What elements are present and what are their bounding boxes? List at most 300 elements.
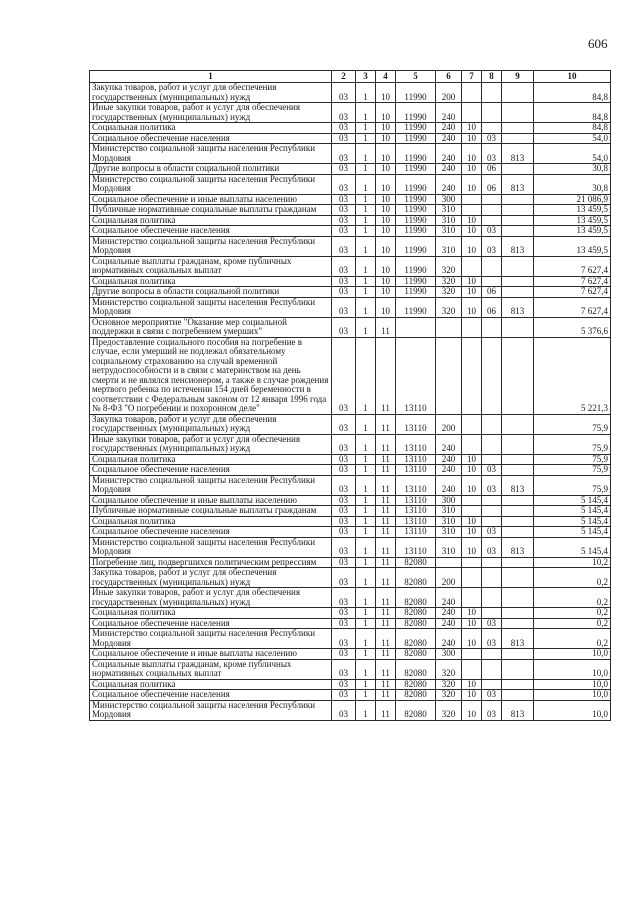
row-subsection-cell: 03 [482,144,502,164]
row-direction-cell: 13110 [396,475,436,495]
row-expense-type-cell: 240 [436,434,462,454]
row-ministry-cell [502,608,534,619]
row-program-cell: 1 [356,194,376,205]
page-number: 606 [588,36,608,51]
table-row [90,276,611,287]
row-section-cell [462,659,482,679]
table-row [90,608,611,619]
row-expense-type-cell: 310 [436,205,462,216]
row-program-cell: 1 [356,317,376,337]
row-section-cell [462,205,482,216]
row-ministry-cell [502,454,534,465]
row-ministry-cell: 813 [502,537,534,557]
row-name-cell: Закупка товаров, работ и услуг для обеспечения государственных (муниципальных) нужд [90,568,332,588]
row-amount-cell: 84,8 [534,103,611,123]
row-subprogram-cell: 10 [376,103,396,123]
row-subprogram-cell: 11 [376,337,396,414]
row-amount-cell: 54,0 [534,144,611,164]
row-subsection-cell [482,194,502,205]
row-expense-type-cell: 240 [436,164,462,175]
row-direction-cell: 13110 [396,454,436,465]
row-section-cell [462,414,482,434]
row-subsection-cell [482,506,502,517]
table-row [90,527,611,538]
row-grbs-cell: 03 [332,649,356,660]
row-subsection-cell [482,568,502,588]
table-row [90,506,611,517]
row-direction-cell: 13110 [396,337,436,414]
row-grbs-cell: 03 [332,337,356,414]
row-amount-cell: 7 627,4 [534,297,611,317]
row-subprogram-cell: 11 [376,588,396,608]
row-ministry-cell [502,133,534,144]
row-section-cell: 10 [462,516,482,527]
row-subprogram-cell: 11 [376,516,396,527]
row-subsection-cell [482,205,502,216]
row-subsection-cell: 03 [482,133,502,144]
row-subprogram-cell: 11 [376,557,396,568]
row-subprogram-cell: 10 [376,144,396,164]
row-program-cell: 1 [356,527,376,538]
table-row [90,205,611,216]
row-section-cell: 10 [462,236,482,256]
row-direction-cell: 82080 [396,568,436,588]
table-body [90,83,611,721]
table-row [90,649,611,660]
row-section-cell: 10 [462,297,482,317]
row-expense-type-cell: 240 [436,123,462,134]
row-expense-type-cell: 320 [436,679,462,690]
row-program-cell: 1 [356,164,376,175]
row-grbs-cell: 03 [332,700,356,720]
table-row [90,123,611,134]
row-expense-type-cell: 310 [436,516,462,527]
row-ministry-cell [502,256,534,276]
row-subsection-cell: 06 [482,287,502,298]
row-section-cell: 10 [462,679,482,690]
row-direction-cell: 11990 [396,144,436,164]
row-section-cell: 10 [462,174,482,194]
row-program-cell: 1 [356,133,376,144]
row-program-cell: 1 [356,649,376,660]
row-expense-type-cell: 320 [436,287,462,298]
row-section-cell [462,568,482,588]
row-direction-cell: 11990 [396,205,436,216]
row-direction-cell: 11990 [396,256,436,276]
row-amount-cell: 75,9 [534,434,611,454]
row-subprogram-cell: 10 [376,215,396,226]
row-expense-type-cell: 240 [436,144,462,164]
row-program-cell: 1 [356,414,376,434]
row-subsection-cell [482,557,502,568]
row-grbs-cell: 03 [332,144,356,164]
row-name-cell: Министерство социальной защиты населения Республики Мордовия [90,629,332,649]
row-amount-cell: 84,8 [534,123,611,134]
row-name-cell: Другие вопросы в области социальной политики [90,164,332,175]
table-row [90,226,611,237]
table-row [90,174,611,194]
row-subsection-cell: 03 [482,236,502,256]
row-name-cell: Социальное обеспечение населения [90,133,332,144]
column-header: 9 [502,71,534,83]
row-program-cell: 1 [356,83,376,103]
row-section-cell: 10 [462,215,482,226]
row-name-cell: Другие вопросы в области социальной политики [90,287,332,298]
row-section-cell [462,256,482,276]
row-program-cell: 1 [356,434,376,454]
row-grbs-cell: 03 [332,194,356,205]
row-ministry-cell [502,495,534,506]
row-subprogram-cell: 11 [376,649,396,660]
row-subprogram-cell: 11 [376,679,396,690]
row-direction-cell: 82080 [396,700,436,720]
row-name-cell: Социальное обеспечение населения [90,527,332,538]
row-grbs-cell: 03 [332,495,356,506]
row-expense-type-cell: 300 [436,194,462,205]
row-ministry-cell [502,337,534,414]
table-row [90,164,611,175]
row-section-cell [462,649,482,660]
row-subsection-cell: 03 [482,475,502,495]
row-subsection-cell [482,103,502,123]
row-section-cell [462,588,482,608]
row-subsection-cell [482,414,502,434]
row-grbs-cell: 03 [332,568,356,588]
row-grbs-cell: 03 [332,454,356,465]
row-grbs-cell: 03 [332,659,356,679]
row-subsection-cell: 03 [482,690,502,701]
row-grbs-cell: 03 [332,133,356,144]
row-direction-cell: 13110 [396,527,436,538]
row-direction-cell: 11990 [396,297,436,317]
row-direction-cell: 11990 [396,174,436,194]
row-program-cell: 1 [356,287,376,298]
row-grbs-cell: 03 [332,618,356,629]
column-header: 5 [396,71,436,83]
table-row [90,434,611,454]
row-grbs-cell: 03 [332,465,356,476]
row-grbs-cell: 03 [332,679,356,690]
row-direction-cell: 11990 [396,133,436,144]
row-subsection-cell: 03 [482,618,502,629]
column-header: 10 [534,71,611,83]
row-program-cell: 1 [356,256,376,276]
table-row [90,297,611,317]
row-subprogram-cell: 11 [376,618,396,629]
row-grbs-cell: 03 [332,164,356,175]
row-subsection-cell [482,317,502,337]
column-header: 4 [376,71,396,83]
row-amount-cell: 10,0 [534,679,611,690]
column-header: 8 [482,71,502,83]
row-section-cell: 10 [462,527,482,538]
table-row [90,454,611,465]
row-direction-cell [396,317,436,337]
row-amount-cell: 0,2 [534,568,611,588]
row-subsection-cell [482,276,502,287]
row-expense-type-cell: 240 [436,133,462,144]
table-row [90,700,611,720]
row-subprogram-cell: 10 [376,205,396,216]
row-grbs-cell: 03 [332,215,356,226]
row-expense-type-cell: 300 [436,649,462,660]
row-amount-cell: 75,9 [534,414,611,434]
row-direction-cell: 82080 [396,690,436,701]
row-direction-cell: 11990 [396,226,436,237]
row-name-cell: Предоставление социального пособия на погребение в случае, если умерший не подлежал обязательному социальному страхованию на случай временной нетрудоспособности и в связи с материнством на день смерти и не являлся пенсионером, а также в случае рождения мертвого ребенка по истечении 154 дней беременности в соответствии с Федеральным законом от 12 января 1996 года № 8-ФЗ "О погребении и похоронном деле" [90,337,332,414]
row-expense-type-cell: 200 [436,414,462,434]
row-subsection-cell [482,649,502,660]
row-direction-cell: 82080 [396,659,436,679]
row-amount-cell: 75,9 [534,454,611,465]
row-ministry-cell [502,618,534,629]
row-program-cell: 1 [356,236,376,256]
row-grbs-cell: 03 [332,226,356,237]
table-row [90,236,611,256]
row-subsection-cell [482,659,502,679]
row-expense-type-cell [436,317,462,337]
row-amount-cell: 10,0 [534,659,611,679]
row-section-cell [462,83,482,103]
row-ministry-cell [502,679,534,690]
row-direction-cell: 13110 [396,414,436,434]
row-grbs-cell: 03 [332,537,356,557]
row-subprogram-cell: 10 [376,83,396,103]
table-row [90,83,611,103]
row-ministry-cell [502,649,534,660]
row-program-cell: 1 [356,516,376,527]
row-amount-cell: 75,9 [534,465,611,476]
row-amount-cell: 5 145,4 [534,537,611,557]
row-expense-type-cell: 300 [436,495,462,506]
row-expense-type-cell: 240 [436,475,462,495]
row-expense-type-cell: 240 [436,454,462,465]
row-subprogram-cell: 11 [376,414,396,434]
row-ministry-cell [502,194,534,205]
row-subprogram-cell: 11 [376,527,396,538]
row-grbs-cell: 03 [332,276,356,287]
row-program-cell: 1 [356,454,376,465]
row-ministry-cell [502,83,534,103]
row-ministry-cell [502,414,534,434]
row-program-cell: 1 [356,700,376,720]
row-subsection-cell [482,337,502,414]
row-program-cell: 1 [356,465,376,476]
row-amount-cell: 10,0 [534,649,611,660]
row-section-cell: 10 [462,287,482,298]
table-row [90,194,611,205]
column-header: 3 [356,71,376,83]
row-subsection-cell [482,123,502,134]
table-row [90,629,611,649]
row-program-cell: 1 [356,659,376,679]
row-program-cell: 1 [356,557,376,568]
row-subsection-cell [482,215,502,226]
row-grbs-cell: 03 [332,475,356,495]
row-name-cell: Публичные нормативные социальные выплаты гражданам [90,205,332,216]
row-subsection-cell [482,588,502,608]
row-ministry-cell [502,276,534,287]
row-program-cell: 1 [356,690,376,701]
row-grbs-cell: 03 [332,527,356,538]
row-amount-cell: 7 627,4 [534,287,611,298]
table-row [90,465,611,476]
row-section-cell: 10 [462,475,482,495]
row-grbs-cell: 03 [332,629,356,649]
row-amount-cell: 54,0 [534,133,611,144]
column-header: 2 [332,71,356,83]
row-direction-cell: 11990 [396,276,436,287]
row-name-cell: Социальное обеспечение населения [90,465,332,476]
row-expense-type-cell: 240 [436,629,462,649]
row-ministry-cell [502,205,534,216]
row-expense-type-cell: 310 [436,236,462,256]
row-direction-cell: 11990 [396,215,436,226]
row-ministry-cell: 813 [502,236,534,256]
row-name-cell: Социальные выплаты гражданам, кроме публичных нормативных социальных выплат [90,659,332,679]
row-subprogram-cell: 11 [376,629,396,649]
table-row [90,588,611,608]
row-direction-cell: 11990 [396,164,436,175]
row-amount-cell: 84,8 [534,83,611,103]
row-subprogram-cell: 11 [376,690,396,701]
row-ministry-cell [502,103,534,123]
row-name-cell: Министерство социальной защиты населения Республики Мордовия [90,475,332,495]
column-header: 7 [462,71,482,83]
row-expense-type-cell: 320 [436,276,462,287]
row-grbs-cell: 03 [332,297,356,317]
row-ministry-cell: 813 [502,174,534,194]
row-ministry-cell: 813 [502,700,534,720]
table-row [90,659,611,679]
row-ministry-cell [502,317,534,337]
row-amount-cell: 5 221,3 [534,337,611,414]
table-row [90,495,611,506]
row-program-cell: 1 [356,297,376,317]
row-name-cell: Министерство социальной защиты населения Республики Мордовия [90,700,332,720]
row-amount-cell: 75,9 [534,475,611,495]
row-section-cell: 10 [462,700,482,720]
row-name-cell: Министерство социальной защиты населения Республики Мордовия [90,236,332,256]
row-program-cell: 1 [356,174,376,194]
row-subsection-cell: 03 [482,629,502,649]
budget-table [89,70,611,721]
header-row [90,71,611,83]
row-name-cell: Социальное обеспечение населения [90,618,332,629]
row-grbs-cell: 03 [332,317,356,337]
row-grbs-cell: 03 [332,608,356,619]
row-grbs-cell: 03 [332,205,356,216]
row-subsection-cell [482,454,502,465]
row-amount-cell: 0,2 [534,608,611,619]
row-name-cell: Социальная политика [90,679,332,690]
row-section-cell: 10 [462,133,482,144]
row-name-cell: Закупка товаров, работ и услуг для обеспечения государственных (муниципальных) нужд [90,414,332,434]
table-row [90,618,611,629]
row-direction-cell: 82080 [396,557,436,568]
row-subprogram-cell: 10 [376,164,396,175]
row-expense-type-cell: 320 [436,690,462,701]
row-section-cell: 10 [462,618,482,629]
row-direction-cell: 82080 [396,679,436,690]
row-direction-cell: 11990 [396,194,436,205]
row-program-cell: 1 [356,475,376,495]
row-direction-cell: 82080 [396,649,436,660]
row-ministry-cell [502,557,534,568]
row-grbs-cell: 03 [332,516,356,527]
table-row [90,568,611,588]
row-grbs-cell: 03 [332,557,356,568]
row-expense-type-cell: 240 [436,465,462,476]
row-amount-cell: 30,8 [534,164,611,175]
row-amount-cell: 5 376,6 [534,317,611,337]
row-expense-type-cell: 320 [436,700,462,720]
row-section-cell: 10 [462,690,482,701]
row-amount-cell: 13 459,5 [534,226,611,237]
row-subsection-cell: 03 [482,527,502,538]
row-program-cell: 1 [356,337,376,414]
row-subprogram-cell: 10 [376,226,396,237]
row-grbs-cell: 03 [332,506,356,517]
row-ministry-cell [502,123,534,134]
row-section-cell [462,434,482,454]
row-expense-type-cell: 240 [436,618,462,629]
row-subprogram-cell: 10 [376,276,396,287]
row-expense-type-cell: 320 [436,659,462,679]
table-row [90,679,611,690]
row-subprogram-cell: 11 [376,568,396,588]
table-row [90,516,611,527]
row-subsection-cell [482,608,502,619]
row-amount-cell: 21 086,9 [534,194,611,205]
row-name-cell: Социальное обеспечение и иные выплаты населению [90,495,332,506]
row-grbs-cell: 03 [332,236,356,256]
row-name-cell: Социальная политика [90,608,332,619]
row-name-cell: Публичные нормативные социальные выплаты гражданам [90,506,332,517]
row-name-cell: Погребение лиц, подвергшихся политическим репрессиям [90,557,332,568]
row-direction-cell: 11990 [396,123,436,134]
row-name-cell: Социальная политика [90,454,332,465]
row-program-cell: 1 [356,506,376,517]
row-section-cell [462,557,482,568]
row-section-cell [462,317,482,337]
row-program-cell: 1 [356,215,376,226]
row-subsection-cell: 03 [482,226,502,237]
row-name-cell: Социальная политика [90,516,332,527]
row-subprogram-cell: 10 [376,194,396,205]
row-name-cell: Иные закупки товаров, работ и услуг для обеспечения государственных (муниципальных) нужд [90,434,332,454]
row-grbs-cell: 03 [332,690,356,701]
row-program-cell: 1 [356,144,376,164]
row-expense-type-cell: 200 [436,83,462,103]
row-subprogram-cell: 10 [376,256,396,276]
row-ministry-cell [502,226,534,237]
row-expense-type-cell: 240 [436,174,462,194]
row-section-cell: 10 [462,537,482,557]
row-ministry-cell [502,568,534,588]
row-ministry-cell [502,506,534,517]
row-amount-cell: 13 459,5 [534,205,611,216]
row-subsection-cell [482,83,502,103]
row-section-cell: 10 [462,629,482,649]
table-row [90,144,611,164]
row-ministry-cell [502,527,534,538]
row-subprogram-cell: 11 [376,475,396,495]
row-direction-cell: 13110 [396,434,436,454]
row-amount-cell: 30,8 [534,174,611,194]
row-subprogram-cell: 11 [376,608,396,619]
row-expense-type-cell: 310 [436,226,462,237]
